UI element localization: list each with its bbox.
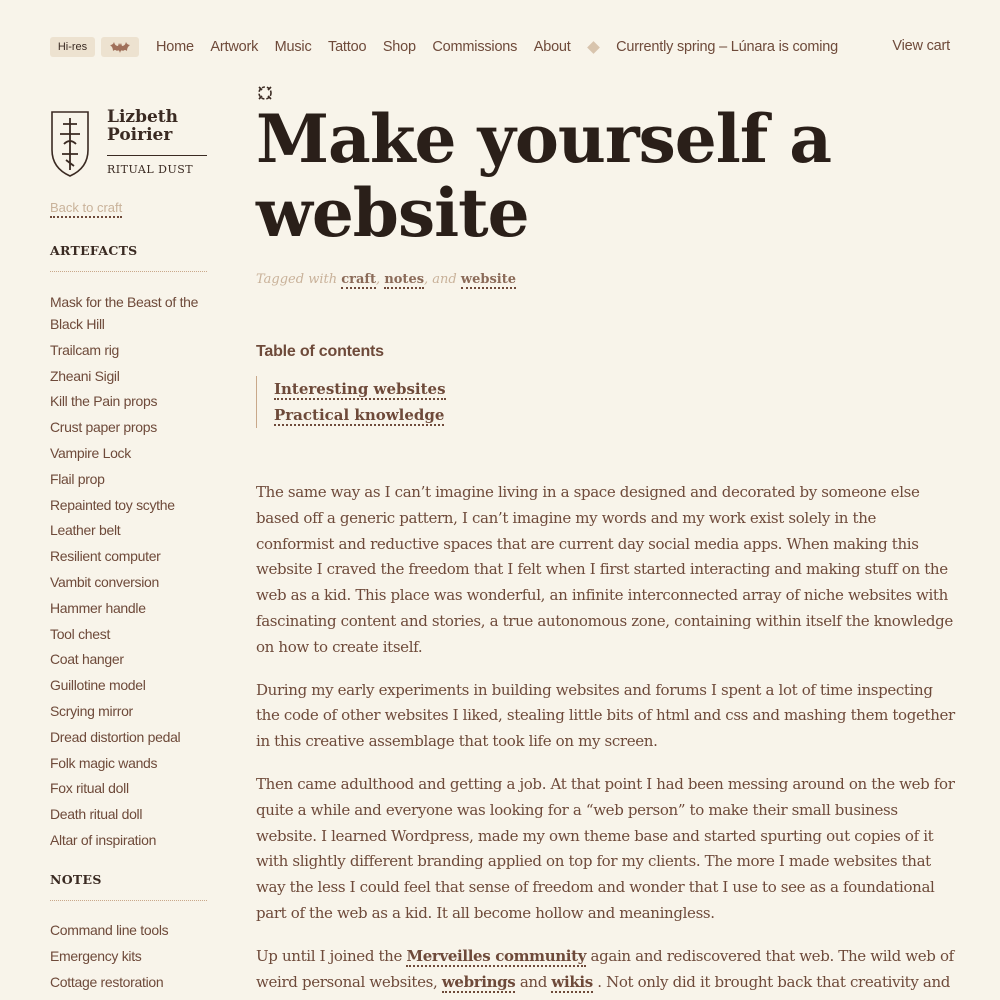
nav-home[interactable]: Home [156,39,194,55]
sidebar-item-hammer-handle[interactable]: Hammer handle [50,599,146,616]
view-cart-link[interactable]: View cart [892,38,950,54]
sidebar-item-mask[interactable]: Mask for the Beast of the Black Hill [50,294,199,332]
notes-heading: NOTES [50,872,102,887]
logo-name: Lizbeth Poirier [107,107,178,145]
logo-subtitle: RITUAL DUST [107,163,194,176]
artefacts-list [50,291,207,855]
toc-item-practical-knowledge[interactable]: Practical knowledge [274,406,445,424]
tag-notes[interactable]: notes [384,272,425,287]
tagged-prefix: Tagged with [256,272,338,287]
sidebar-item-fox-doll[interactable]: Fox ritual doll [50,780,129,797]
table-of-contents [256,376,556,428]
sidebar-item-command-line[interactable]: Command line tools [50,922,169,938]
artefacts-divider [50,271,207,272]
nav-commissions[interactable]: Commissions [432,39,518,55]
merveilles-link[interactable]: Merveilles community [406,946,587,965]
artefacts-heading: ARTEFACTS [50,243,138,258]
sidebar-item-emergency-kits[interactable]: Emergency kits [50,947,142,964]
nav-about[interactable]: About [533,39,571,55]
crest-icon [50,110,90,178]
article-body [256,480,956,1000]
season-link[interactable]: Currently spring – Lúnara is coming [616,39,839,55]
paragraph: Then came adulthood and getting a job. At that point I had been messing around on the web for quite a while and everyone was looking for a “web person” to make their small business website. I learned Wordpress, made my own theme base and started spurting out copies of it with slightly different branding applied on top for my clients. The more I made websites that way the less I could feel that sense of freedom and wonder that I use to see as a foundational part of the web as a kid. It all become hollow and meaningless. [256,774,955,922]
sidebar-item-trailcam[interactable]: Trailcam rig [50,341,119,358]
tag-website[interactable]: website [460,272,516,287]
nav-tattoo[interactable]: Tattoo [328,39,367,55]
paragraph: Up until I joined the Merveilles community again and rediscovered that web. The wild web of weird personal websites, webrings and wikis . Not only did it brought back that creativity and [256,946,954,991]
back-to-craft-link[interactable]: Back to craft [50,200,122,218]
webrings-link[interactable]: webrings [441,972,516,991]
tag-line [256,272,516,287]
sidebar-item-kill-the-pain[interactable]: Kill the Pain props [50,393,158,410]
tag-craft[interactable]: craft [341,272,377,287]
sidebar-item-vampire-lock[interactable]: Vampire Lock [50,444,131,461]
nav-shop[interactable]: Shop [382,39,416,55]
nav-music[interactable]: Music [274,39,312,55]
sidebar-item-zheani-sigil[interactable]: Zheani Sigil [50,367,120,384]
tag-separator: , [376,272,381,287]
notes-divider [50,900,207,901]
top-navigation [50,36,950,58]
sidebar-item-leather-belt[interactable]: Leather belt [50,522,121,539]
paragraph: The same way as I can’t imagine living in a space designed and decorated by someone else based off a generic pattern, I can’t imagine my words and my work exist solely in the conformist and reductive spaces that are current day social media apps. When making this website I craved the freedom that I felt when I first started interacting and making stuff on the web as a kid. This place was wonderful, an infinite interconnected array of niche websites with fascinating content and stories, a true autonomous zone, containing within itself the knowledge on how to create itself. [256,483,953,656]
sidebar-item-crust-paper[interactable]: Crust paper props [50,419,157,436]
sidebar-item-vambit[interactable]: Vambit conversion [50,573,160,590]
wikis-link[interactable]: wikis [551,972,593,991]
nav-artwork[interactable]: Artwork [210,39,259,55]
sidebar [50,107,207,990]
sidebar-item-cottage[interactable]: Cottage restoration [50,973,164,990]
page-title: Make yourself a website [256,100,832,252]
sidebar-item-death-doll[interactable]: Death ritual doll [50,806,143,823]
paragraph: During my early experiments in building websites and forums I spent a lot of time inspecting the code of other websites I liked, stealing little bits of html and css and mashing them together in this creative assemblage that took life on my screen. [256,680,955,751]
sidebar-item-flail-prop[interactable]: Flail prop [50,470,105,487]
sidebar-item-dread-pedal[interactable]: Dread distortion pedal [50,728,181,745]
sidebar-item-coat-hanger[interactable]: Coat hanger [50,651,124,668]
theme-toggle-button[interactable] [101,37,139,57]
site-logo[interactable] [50,108,207,188]
toc-heading: Table of contents [256,343,384,360]
bat-icon [110,42,130,53]
sidebar-item-guillotine[interactable]: Guillotine model [50,677,146,694]
sidebar-item-altar[interactable]: Altar of inspiration [50,831,157,848]
sidebar-item-folk-wands[interactable]: Folk magic wands [50,754,158,771]
toc-item-interesting-websites[interactable]: Interesting websites [274,380,446,398]
notes-list [50,919,207,996]
diamond-icon [587,41,600,54]
sidebar-item-resilient-computer[interactable]: Resilient computer [50,548,161,565]
tag-separator: , and [424,272,457,287]
hires-toggle-button[interactable]: Hi-res [50,37,95,57]
main-nav [156,39,587,55]
sidebar-item-tool-chest[interactable]: Tool chest [50,625,111,642]
sidebar-item-toy-scythe[interactable]: Repainted toy scythe [50,496,175,513]
sidebar-item-scrying-mirror[interactable]: Scrying mirror [50,702,133,719]
logo-divider [107,155,207,156]
